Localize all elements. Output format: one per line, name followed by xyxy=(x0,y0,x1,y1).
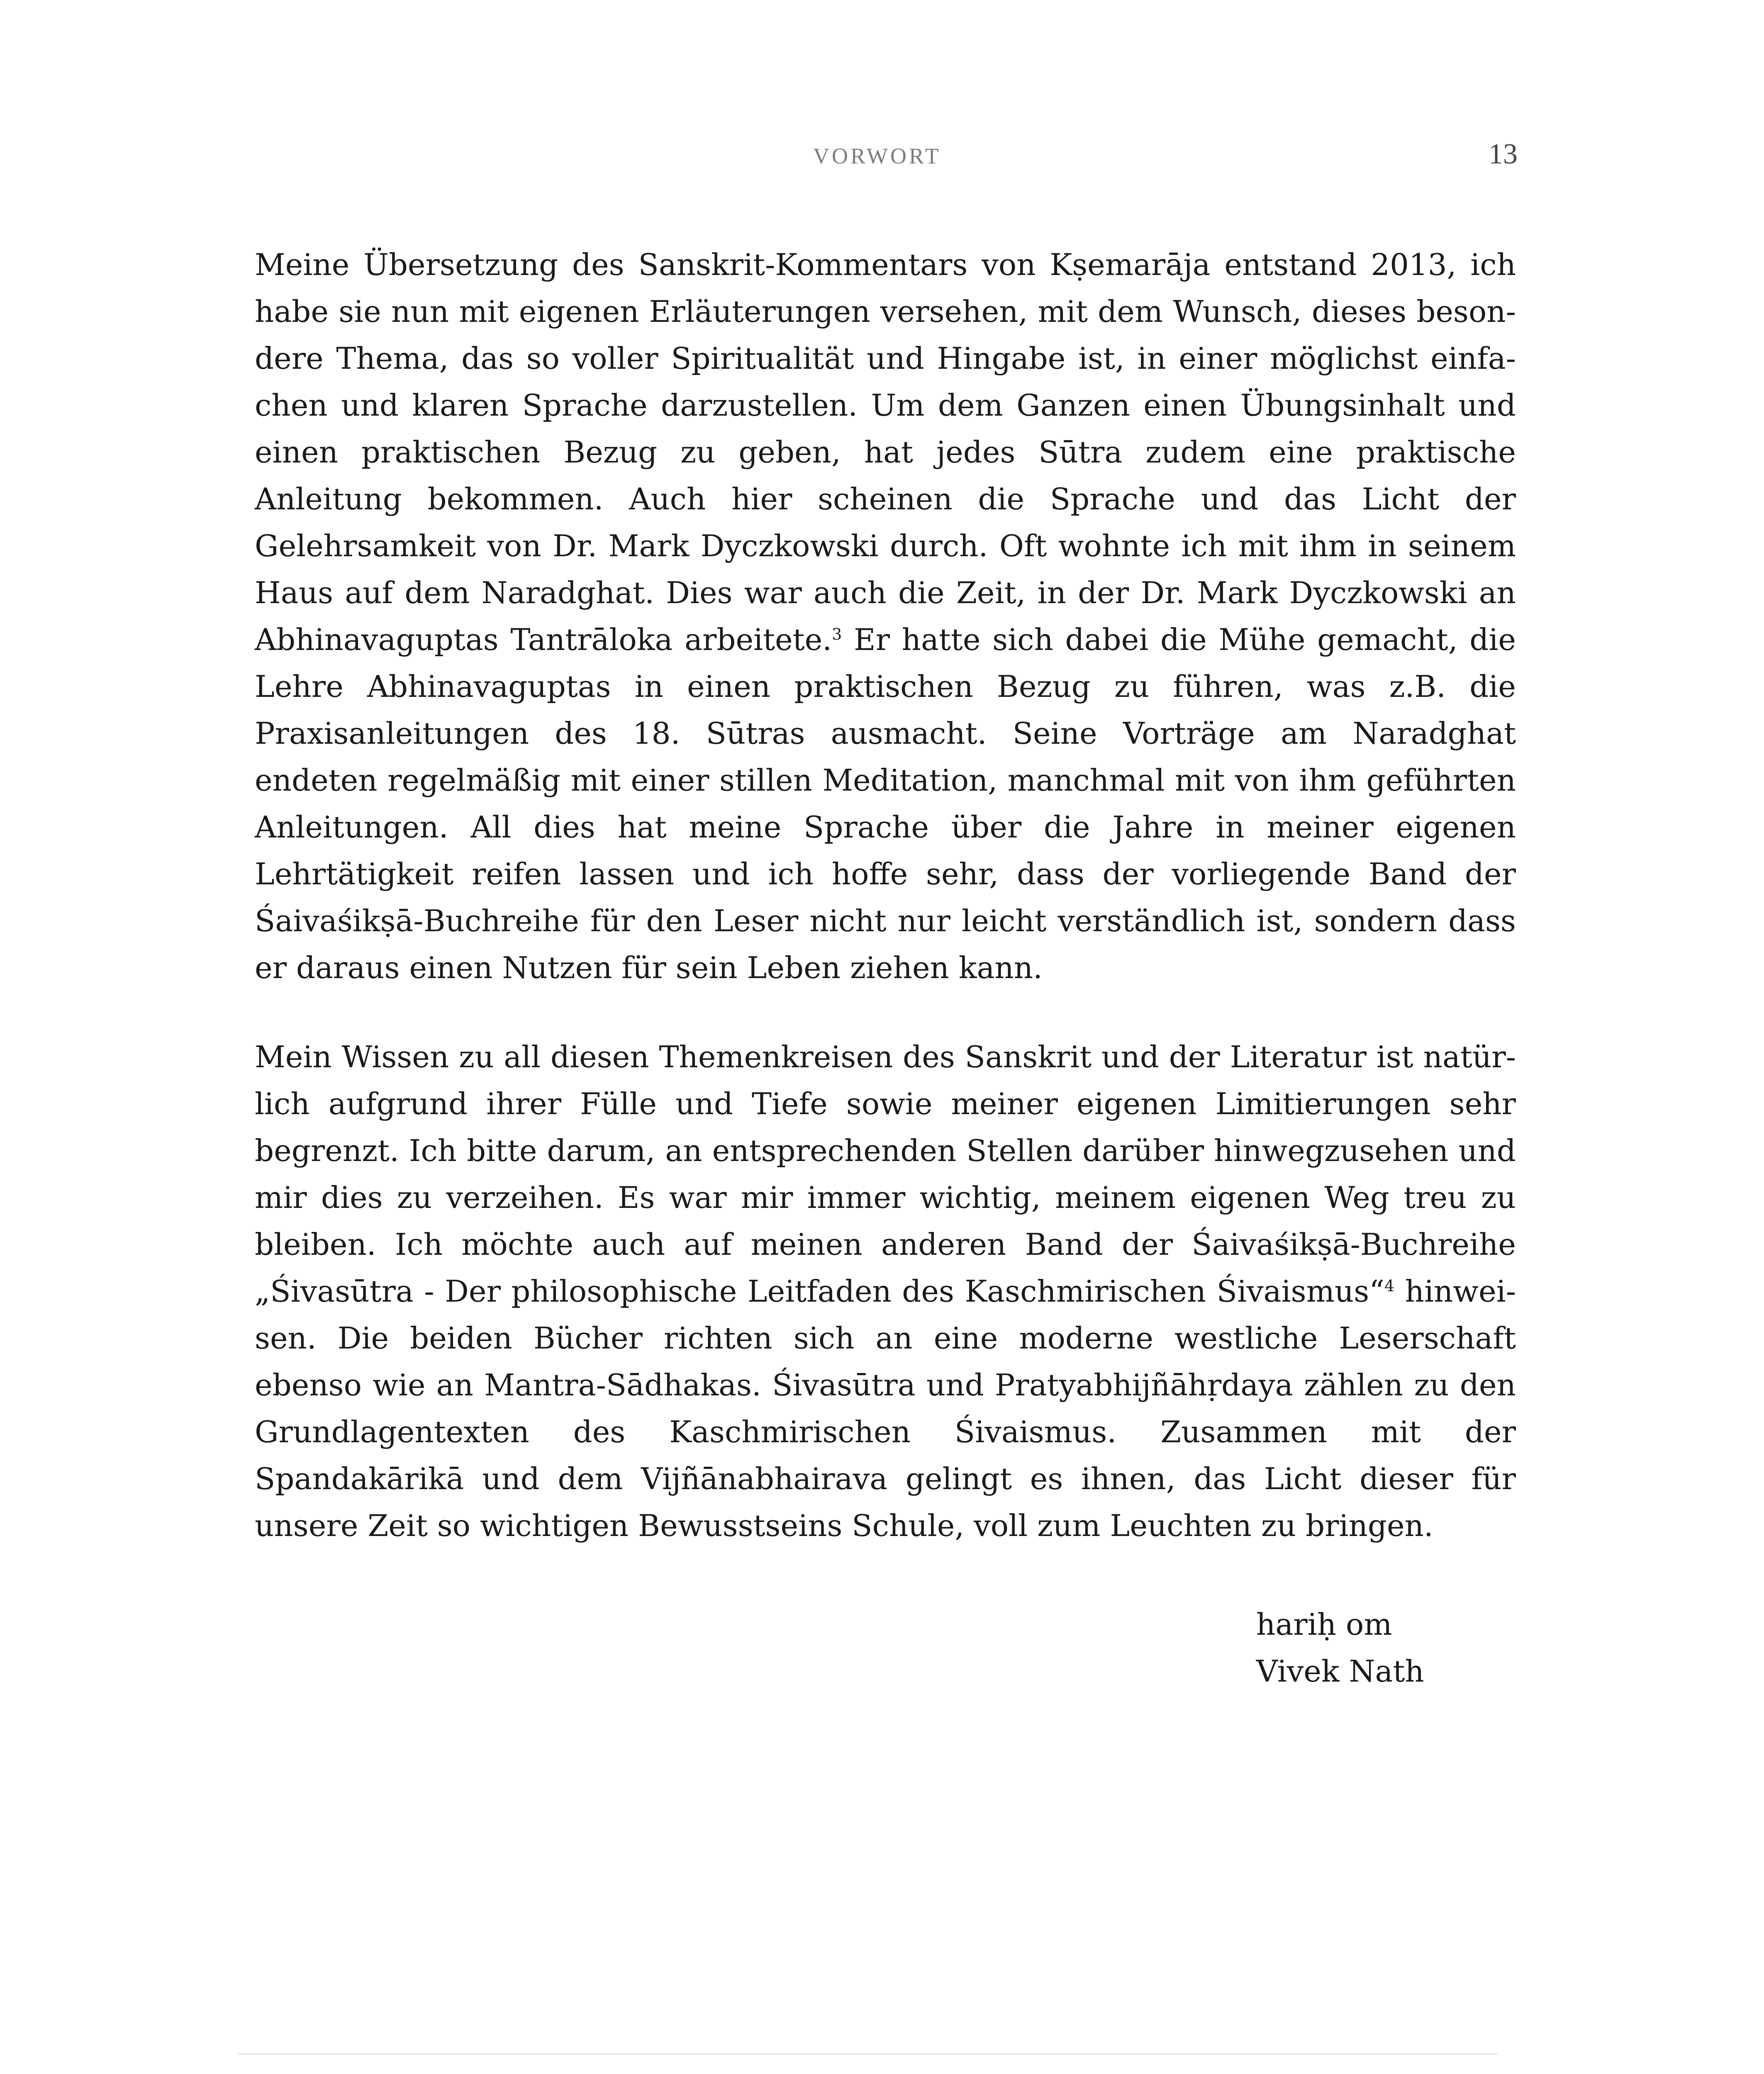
paragraph-1-text-b: Er hatte sich dabei die Mühe gemacht, die Lehre Abhinavaguptas in einen praktischen Bezug zu führen, was z.B. die Praxisanleitungen des 18. Sūtras ausmacht. Seine Vorträge am Naradghat endeten regelmäßig mit einer stillen Meditation, manchmal mit von ihm geführten Anleitungen. All dies hat meine Sprache über die Jahre in meiner eigenen Lehrtätigkeit reifen lassen und ich hoffe sehr, dass der vorliegende Band der Śaivaśikṣā-Buchreihe für den Leser nicht nur leicht verständlich ist, sondern dass er daraus einen Nutzen für sein Leben ziehen kann. xyxy=(255,622,1516,985)
closing-salutation: hariḥ om xyxy=(1256,1607,1392,1642)
paragraph-1-text-a: Meine Übersetzung des Sanskrit-Kommentars von Kṣemarāja entstand 2013, ich habe sie nun mit eigenen Erläuterungen versehen, mit dem Wunsch, dieses besondere Thema, das so voller Spiritualität und Hingabe ist, in einer möglichst einfachen und klaren Sprache darzustellen. Um dem Ganzen einen Übungsinhalt und einen praktischen Bezug zu geben, hat jedes Sūtra zudem eine praktische Anleitung bekommen. Auch hier scheinen die Sprache und das Licht der Gelehrsamkeit von Dr. Mark Dyczkowski durch. Oft wohnte ich mit ihm in seinem Haus auf dem Naradghat. Dies war auch die Zeit, in der Dr. Mark Dyczkowski an Abhinavaguptas Tantrāloka arbeitete. xyxy=(255,247,1516,657)
page-number: 13 xyxy=(1489,138,1518,170)
body-paragraph-2 xyxy=(255,1034,1516,1549)
paragraph-2-text-a: Mein Wissen zu all diesen Themenkreisen des Sanskrit und der Literatur ist natürlich aufgrund ihrer Fülle und Tiefe sowie meiner eigenen Limitierungen sehr begrenzt. Ich bitte darum, an entsprechenden Stellen darüber hinwegzusehen und mir dies zu verzeihen. Es war mir immer wichtig, meinem eigenen Weg treu zu bleiben. Ich möchte auch auf meinen anderen Band der Śaivaśikṣā-Buchreihe „Śivasūtra - Der philosophische Leitfaden des Kaschmirischen Śivaismus“ xyxy=(255,1039,1516,1309)
closing-signature xyxy=(1256,1601,1424,1695)
running-head: VORWORT xyxy=(813,144,941,168)
body-paragraph-1 xyxy=(255,241,1516,991)
footnote-ref-3: 3 xyxy=(832,625,842,643)
footnote-ref-4: 4 xyxy=(1384,1277,1395,1295)
author-signature: Vivek Nath xyxy=(1256,1654,1424,1689)
footnote-divider xyxy=(238,2053,1498,2055)
paragraph-2-text-b: hinweisen. Die beiden Bücher richten sich an eine moderne westliche Leserschaft ebenso wie an Mantra-Sādhakas. Śivasūtra und Pratyabhijñāhṛdaya zählen zu den Grundlagentexten des Kaschmirischen Śivaismus. Zusammen mit der Spandakārikā und dem Vijñānabhairava gelingt es ihnen, das Licht dieser für unsere Zeit so wichtigen Bewusstseins Schule, voll zum Leuchten zu bringen. xyxy=(255,1274,1516,1543)
